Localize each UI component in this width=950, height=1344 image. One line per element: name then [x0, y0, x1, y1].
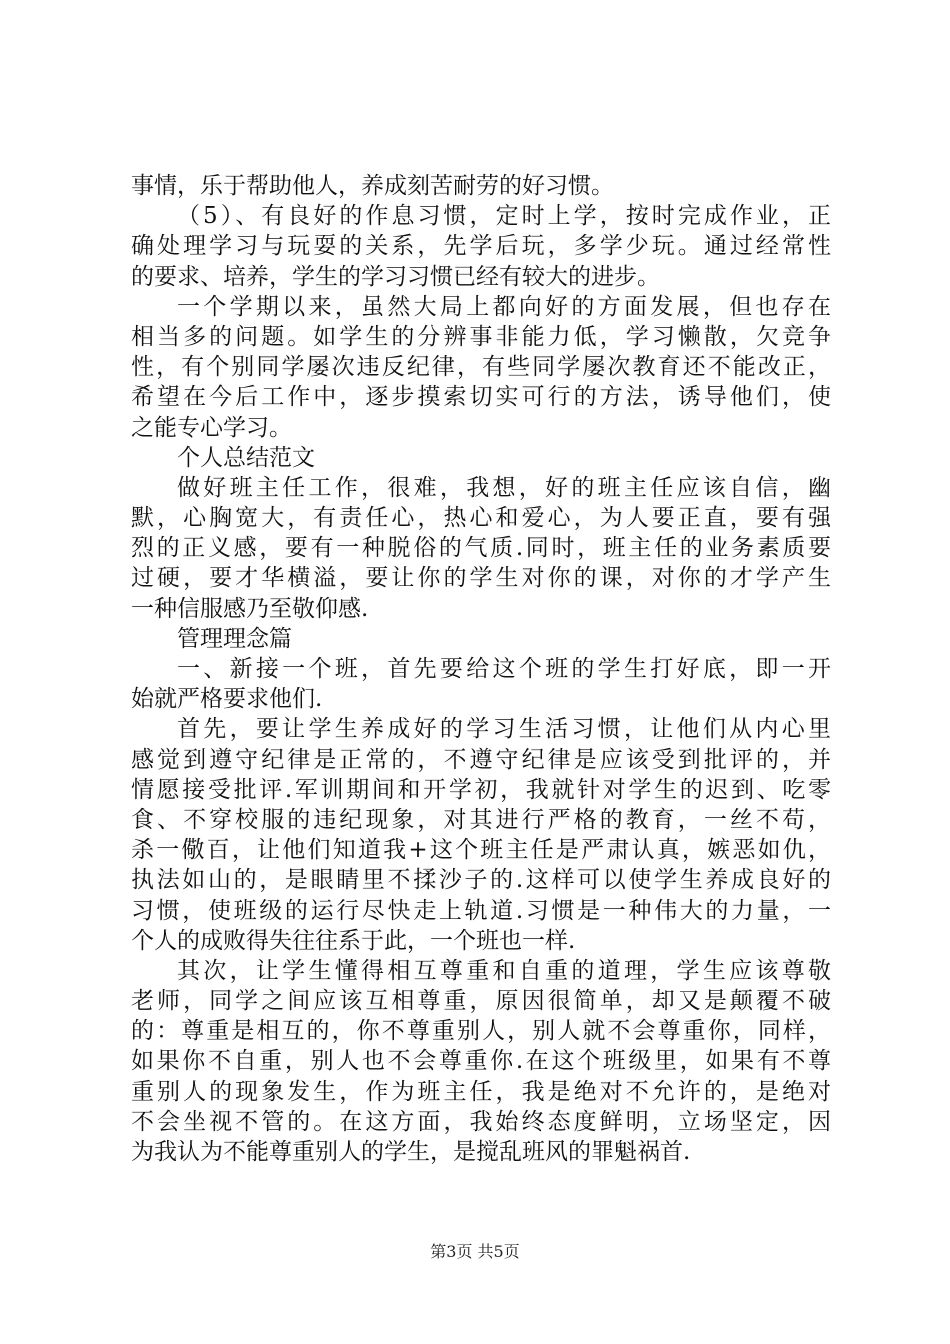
- text-line: 性，有个别同学屡次违反纪律，有些同学屡次教育还不能改正，: [131, 354, 831, 381]
- text-line: 做好班主任工作，很难，我想，好的班主任应该自信，幽: [177, 474, 831, 501]
- text-line: 其次，让学生懂得相互尊重和自重的道理，学生应该尊敬: [177, 957, 831, 984]
- text-line: 重别人的现象发生，作为班主任，我是绝对不允许的，是绝对: [131, 1078, 831, 1105]
- text-line: 情愿接受批评.军训期间和开学初，我就针对学生的迟到、吃零: [131, 776, 831, 803]
- text-line: 相当多的问题。如学生的分辨事非能力低，学习懒散，欠竞争: [131, 323, 831, 350]
- text-line: 习惯，使班级的运行尽快走上轨道.习惯是一种伟大的力量，一: [131, 897, 831, 924]
- text-line: 默，心胸宽大，有责任心，热心和爱心，为人要正直，要有强: [131, 505, 831, 532]
- text-line: 食、不穿校服的违纪现象，对其进行严格的教育，一丝不苟，: [131, 806, 831, 833]
- text-line: 之能专心学习。: [131, 414, 292, 441]
- text-line: 过硬，要才华横溢，要让你的学生对你的课，对你的才学产生: [131, 565, 831, 592]
- text-line: 个人的成败得失往往系于此，一个班也一样.: [131, 927, 576, 954]
- text-line: 不会坐视不管的。在这方面，我始终态度鲜明，立场坚定，因: [131, 1108, 831, 1135]
- text-line: （5）、有良好的作息习惯，定时上学，按时完成作业，正: [177, 203, 831, 230]
- page-number-footer: 第3页 共5页: [430, 1242, 520, 1261]
- text-line: 烈的正义感，要有一种脱俗的气质.同时，班主任的业务素质要: [131, 535, 831, 562]
- text-line: 希望在今后工作中，逐步摸索切实可行的方法，诱导他们，使: [131, 384, 831, 411]
- text-line: 确处理学习与玩耍的关系，先学后玩，多学少玩。通过经常性: [131, 233, 831, 260]
- text-line: 事情，乐于帮助他人，养成刻苦耐劳的好习惯。: [131, 173, 614, 199]
- text-line: 的：尊重是相互的，你不尊重别人，别人就不会尊重你，同样，: [131, 1018, 831, 1045]
- text-line: 一、新接一个班，首先要给这个班的学生打好底，即一开: [177, 656, 831, 682]
- text-line: 老师，同学之间应该互相尊重，原因很简单，却又是颠覆不破: [131, 988, 831, 1015]
- text-line: 为我认为不能尊重别人的学生，是搅乱班风的罪魁祸首.: [131, 1139, 691, 1165]
- text-line: 杀一儆百，让他们知道我+这个班主任是严肃认真，嫉恶如仇，: [131, 837, 831, 864]
- text-line: 的要求、培养，学生的学习习惯已经有较大的进步。: [131, 263, 660, 290]
- text-line: 始就严格要求他们.: [131, 686, 323, 713]
- text-line: 一种信服感乃至敬仰感.: [131, 595, 369, 622]
- text-line: 感觉到遵守纪律是正常的，不遵守纪律是应该受到批评的，并: [131, 746, 831, 773]
- text-line: 如果你不自重，别人也不会尊重你.在这个班级里，如果有不尊: [131, 1048, 831, 1075]
- text-line: 一个学期以来，虽然大局上都向好的方面发展，但也存在: [177, 293, 831, 320]
- document-body: [131, 171, 831, 1167]
- text-line: 执法如山的，是眼睛里不揉沙子的.这样可以使学生养成良好的: [131, 867, 831, 894]
- text-line: 首先，要让学生养成好的学习生活习惯，让他们从内心里: [177, 716, 831, 743]
- section-heading: 管理理念篇: [177, 625, 292, 652]
- section-heading: 个人总结范文: [177, 444, 315, 471]
